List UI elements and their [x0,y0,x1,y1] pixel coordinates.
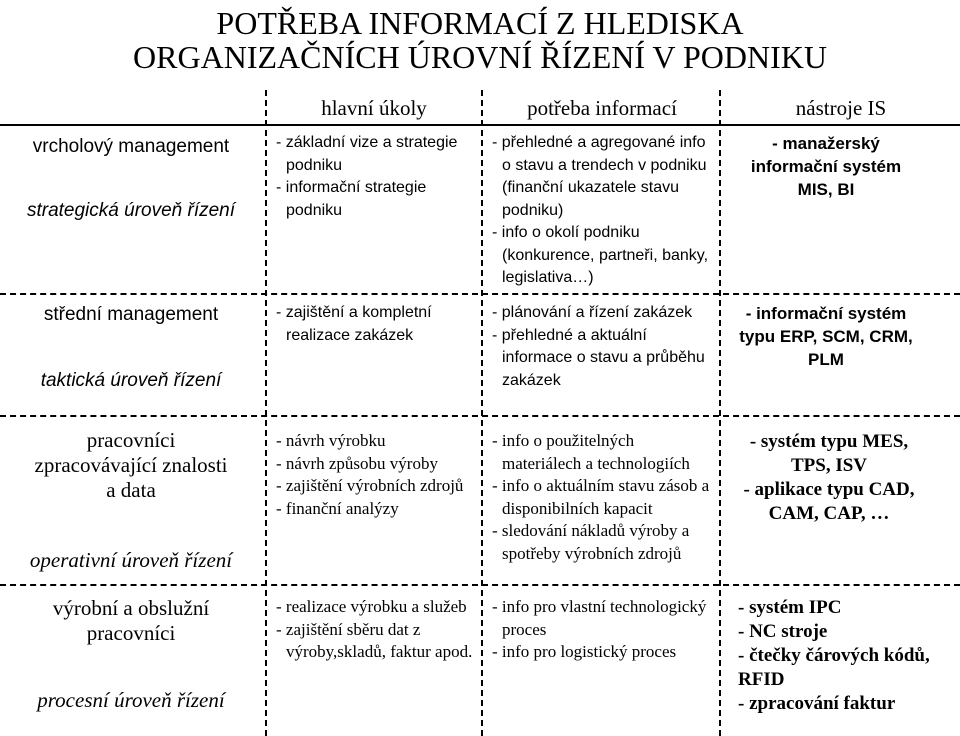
row-divider-2 [0,415,960,417]
row-divider-3 [0,584,960,586]
strategic-needs-list [492,132,714,290]
row-strategic-level [0,134,262,284]
list-item: - manažerský informační systém MIS, BI [750,134,902,199]
header-information-needs: potřeba informací [527,96,677,120]
list-item: - info o okolí podniku (konkurence, partneři, banky, legislativa…) [492,224,709,286]
management-level: operativní úroveň řízení [29,548,233,572]
list-item: - informační strategie podniku [276,179,427,219]
list-item: - sledování nákladů výroby a spotřeby výrobních zdrojů [492,521,690,563]
list-item: - finanční analýzy [276,498,399,518]
worker-role-line: pracovníci [86,428,176,452]
row-tactical-level [0,302,262,407]
worker-role-line: zpracovávající znalosti [34,453,228,477]
list-item: - návrh způsobu výroby [276,453,438,473]
header-is-tools: nástroje IS [795,96,887,120]
worker-role-line: výrobní a obslužní [52,596,210,620]
title-line-2: ORGANIZAČNÍCH ÚROVNÍ ŘÍZENÍ V PODNIKU [133,39,827,75]
worker-role-line: a data [106,478,156,502]
list-item: - zpracování faktur [738,693,896,714]
page-title [100,6,860,74]
process-tools-list [738,596,956,716]
column-divider-3 [719,90,721,736]
list-item: - základní vize a strategie podniku [276,134,458,174]
header-rule [0,124,960,126]
row-operative-level [0,428,262,578]
management-level: taktická úroveň řízení [40,370,222,391]
list-item: - návrh výrobku [276,431,386,450]
management-level: procesní úroveň řízení [37,688,225,712]
process-needs-list [492,596,716,664]
process-tasks-list [276,596,474,664]
list-item: - přehledné a aktuální informace o stavu a průběhu zakázek [492,326,705,389]
list-item: - čtečky čárových kódů, RFID [738,645,930,690]
operative-tools-list [734,430,924,526]
management-role: střední management [43,304,219,325]
row-divider-1 [0,293,960,295]
list-item: - info o použitelných materiálech a technologiích [492,431,690,473]
strategic-tools-list [736,132,916,201]
tactical-tools-list [736,302,916,371]
title-line-1: POTŘEBA INFORMACÍ Z HLEDISKA [216,5,744,41]
operative-needs-list [492,430,716,565]
header-main-tasks: hlavní úkoly [321,96,427,120]
list-item: - systém typu MES, TPS, ISV [749,431,909,476]
worker-role-line: pracovníci [86,621,176,645]
management-level: strategická úroveň řízení [26,200,236,221]
strategic-tasks-list [276,132,472,222]
list-item: - plánování a řízení zakázek [492,304,693,321]
operative-tasks-list [276,430,474,520]
list-item: - info pro logistický proces [492,642,677,661]
list-item: - informační systém typu ERP, SCM, CRM, PLM [739,304,913,369]
list-item: - realizace výrobku a služeb [276,597,467,616]
list-item: - NC stroje [738,621,828,642]
list-item: - zajištění a kompletní realizace zakázek [276,304,432,344]
column-divider-2 [481,90,483,736]
tactical-tasks-list [276,302,472,347]
management-role: vrcholový management [32,136,230,157]
list-item: - info o aktuálním stavu zásob a disponibilních kapacit [492,476,710,518]
list-item: - systém IPC [738,597,842,618]
list-item: - aplikace typu CAD, CAM, CAP, … [743,479,915,524]
column-divider-1 [265,90,267,736]
list-item: - zajištění sběru dat z výroby,skladů, faktur apod. [276,619,473,661]
tactical-needs-list [492,302,714,392]
list-item: - přehledné a agregované info o stavu a trendech v podniku (finanční ukazatele stavu podniku) [492,134,707,219]
row-process-level [0,596,262,726]
list-item: - info pro vlastní technologický proces [492,597,707,639]
list-item: - zajištění výrobních zdrojů [276,476,464,495]
